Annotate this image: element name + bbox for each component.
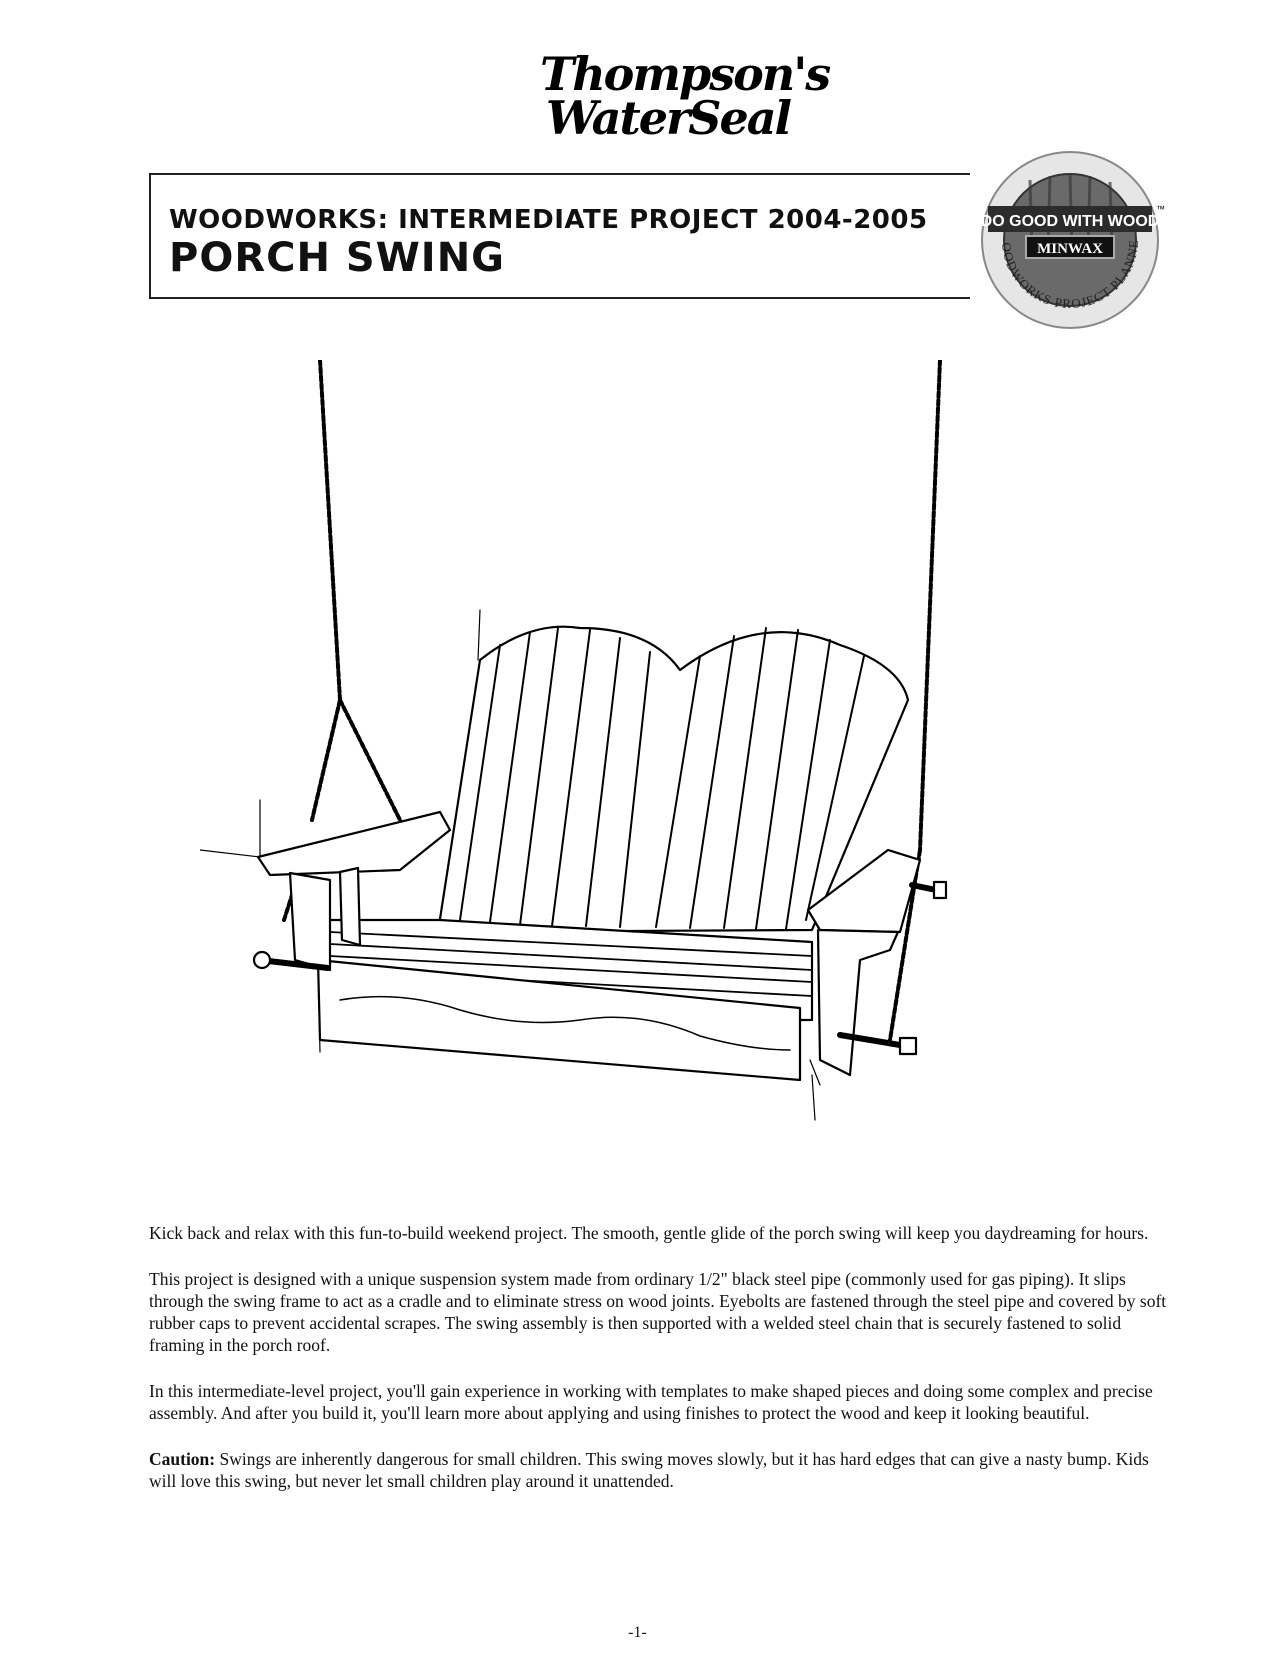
badge-graphic xyxy=(970,140,1170,340)
caution-paragraph xyxy=(149,1448,1171,1492)
design-paragraph: This project is designed with a unique suspension system made from ordinary 1/2" black steel pipe (commonly used for gas piping). It slips through the swing frame to act as a cradle and to eliminate stress on wood joints. Eyebolts are fastened through the steel pipe and covered by soft rubber caps to prevent accidental scrapes. The swing assembly is then supported with a welded steel chain that is securely fastened to solid framing in the porch roof. xyxy=(149,1269,1167,1355)
intro-paragraph: Kick back and relax with this fun-to-build weekend project. The smooth, gentle glide of the porch swing will keep you daydreaming for hours. xyxy=(149,1223,1149,1243)
brand-logo-line2: WaterSeal xyxy=(546,91,790,145)
brand-logo-line1: Thompson's xyxy=(540,47,830,101)
caution-label: Caution: xyxy=(149,1449,216,1469)
brand-logo xyxy=(540,47,830,145)
project-subtitle: WOODWORKS: INTERMEDIATE PROJECT 2004-2005 xyxy=(169,205,928,235)
badge-arc-text: OODWORKS PROJECT PLANNE xyxy=(998,238,1142,312)
porch-swing-illustration xyxy=(200,360,1000,1210)
page-number: -1- xyxy=(628,1624,647,1641)
page-title: PORCH SWING xyxy=(169,235,505,281)
badge-tm: ™ xyxy=(1156,204,1165,214)
badge-line1: DO GOOD WITH WOOD xyxy=(980,213,1160,230)
porch-swing-drawing xyxy=(200,360,1000,1210)
badge-brand: MINWAX xyxy=(1037,241,1103,257)
caution-text: Swings are inherently dangerous for small children. This swing moves slowly, but it has hard edges that can give a nasty bump. Kids will love this swing, but never let small children play around it unattended. xyxy=(149,1449,1149,1491)
minwax-badge xyxy=(970,140,1170,340)
experience-paragraph: In this intermediate-level project, you'll gain experience in working with templates to make shaped pieces and doing some complex and precise assembly. And after you build it, you'll learn more about applying and using finishes to protect the wood and keep it looking beautiful. xyxy=(149,1381,1153,1423)
body-text xyxy=(149,1222,1171,1516)
